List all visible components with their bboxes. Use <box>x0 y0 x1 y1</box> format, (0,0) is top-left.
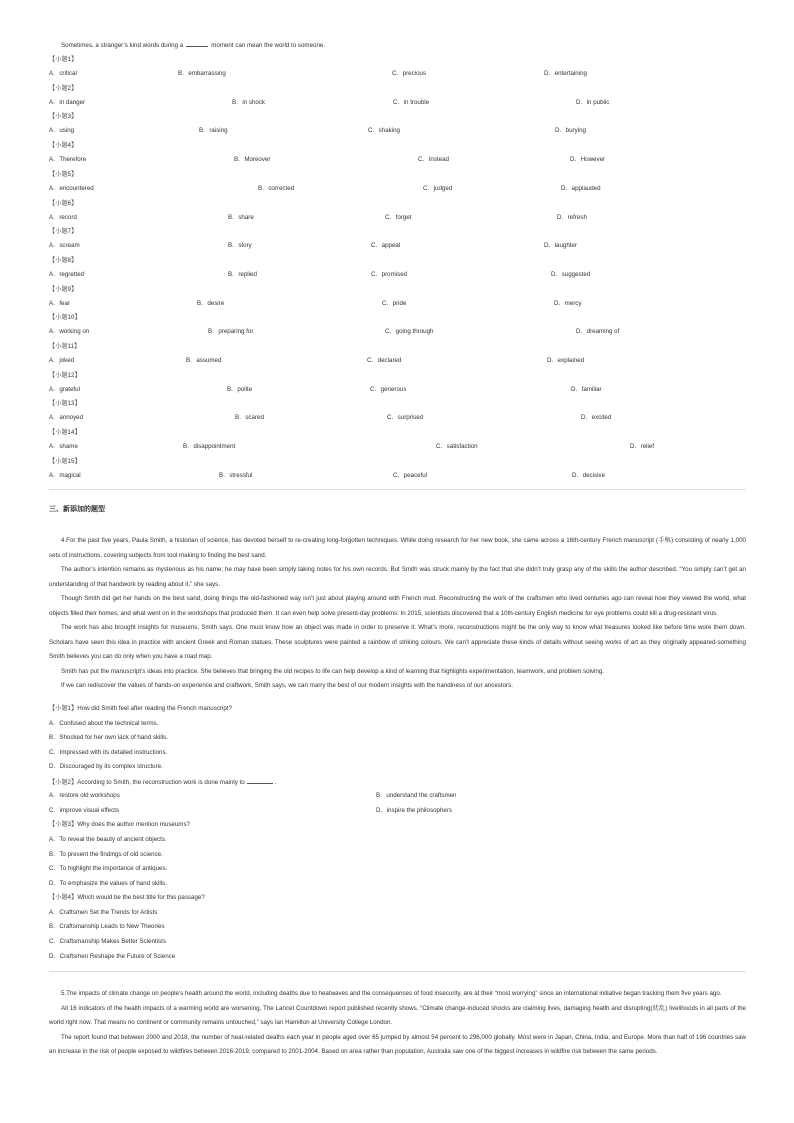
cloze-intro-prefix: Sometimes, a stranger’s kind words during a <box>61 42 184 49</box>
option: A．grateful <box>49 385 80 393</box>
option: D．suggested <box>551 270 591 278</box>
question-label: 【小题3】 <box>49 113 78 121</box>
question-label: 【小题12】 <box>49 371 81 379</box>
option: C．shaking <box>368 127 400 135</box>
question-label: 【小题5】 <box>49 170 78 178</box>
option: A．scream <box>49 242 80 250</box>
option: C．surprised <box>387 414 424 422</box>
option: D．entertaining <box>544 70 587 77</box>
paragraph: All 16 indicators of the health impacts of a warming world are worsening, The Lancet Countdown report published recently shows. “Climate change-induced shocks are claiming lives, damaging health and disrupting(扰乱) livelihoods in all parts of the world right now. That means no continent or community remains untouched,” says Ian Hamilton at University College London. <box>49 1004 746 1026</box>
option: A．working on <box>49 328 90 336</box>
paragraph: The report found that between 2000 and 2018, the number of heat-related deaths each year in people aged over 65 jumped by almost 54 percent to 296,000 globally. Most were in Japan, China, India, and Europe. More than half of 196 countries saw an increase in the risk of people exposed to wildfires between 2016-2019, compared to 2001-2004. Based on area rather than population, Australia saw one of the biggest increases in wildfire risk between the same periods. <box>49 1033 746 1055</box>
passage-5 <box>49 987 746 1060</box>
question-label: 【小题9】 <box>49 285 78 293</box>
option: A．in danger <box>49 98 86 106</box>
option: B．polite <box>227 385 253 393</box>
option: D．laughter <box>544 242 578 250</box>
option: B．assumed <box>186 357 222 364</box>
option: D．in public <box>576 98 610 106</box>
option: D．Craftsmen Reshape the Future of Science <box>49 953 176 960</box>
option: B．raising <box>199 127 228 135</box>
option: B．stressful <box>219 471 253 479</box>
question-label: 【小题4】 <box>49 142 78 150</box>
option: A．Confused about the technical terms. <box>49 720 159 727</box>
question-label: 【小题6】 <box>49 199 78 207</box>
answer-blank <box>186 41 208 47</box>
paragraph: The author’s intention remains as mysterious as his name; he may have been simply taking notes for his own records. But Smith was struck mainly by the fact that she didn’t truly grasp any of the skills the author described. “You simply can’t get an understanding of that handwork by reading about it,” she says. <box>49 566 746 588</box>
question-label: 【小题2】 <box>49 84 78 92</box>
option: C．generous <box>370 385 407 393</box>
option: C．precious <box>392 70 427 77</box>
option: A．To reveal the beauty of ancient objects. <box>49 836 167 843</box>
option: A．regretted <box>49 270 85 278</box>
option: B．desire <box>197 299 225 307</box>
question-label: 【小题7】 <box>49 228 78 236</box>
question-label: 【小题15】 <box>49 457 81 465</box>
option: A．using <box>49 127 75 135</box>
question-label: 【小题14】 <box>49 429 81 437</box>
option: C．improve visual effects <box>49 807 120 814</box>
option: D．excited <box>581 414 612 422</box>
question-stem: 【小题4】Which would be the best title for this passage? <box>49 894 205 901</box>
cloze-intro <box>61 41 325 50</box>
option: A．restore old workshops <box>49 792 120 799</box>
option: D．relief <box>630 443 655 451</box>
option: A．Therefore <box>49 156 87 164</box>
option: C．Instead <box>418 156 449 164</box>
question-stem: 【小题3】Why does the author mention museums? <box>49 821 190 828</box>
option: D．Discouraged by its complex structure. <box>49 763 163 770</box>
question-stem: 【小题1】How did Smith feel after reading the French manuscript? <box>49 705 232 712</box>
option: B．scared <box>235 414 264 422</box>
option: A．critical <box>49 70 77 77</box>
question-stem-suffix: . <box>274 779 277 786</box>
option: A．shame <box>49 443 78 451</box>
option: C．satisfaction <box>436 443 478 451</box>
option: D．explained <box>547 357 585 364</box>
paragraph: The work has also brought insights for museums, Smith says. One must know how an object was made in order to preserve it. What’s more, reconstructions might be the only way to know what treasures looked like before time wore them down. Scholars have seen this idea in practice with ancient Greek and Roman statues. These sculptures were painted a rainbow of striking colours. We can’t appreciate these kinds of details without seeing works of art as they originally appeared-something Smith believes you can do only when you have a road map. <box>49 624 746 660</box>
option: B．preparing for <box>208 328 254 336</box>
option: D．mercy <box>554 299 582 307</box>
question-label: 【小题11】 <box>49 343 81 350</box>
option: D．decisive <box>572 471 606 479</box>
option: C．judged <box>423 184 453 192</box>
option: B．Shocked for her own lack of hand skills. <box>49 734 168 741</box>
option: D．burying <box>555 127 586 135</box>
option: B．corrected <box>258 184 295 192</box>
option: A．Craftsmen Set the Trends for Artists <box>49 909 158 916</box>
option: D．familiar <box>571 385 602 393</box>
option: C．peaceful <box>393 471 428 479</box>
option: C．appeal <box>371 242 401 250</box>
paragraph: If we can rediscover the values of hands-on experience and craftwork, Smith says, we can marry the best of our modern insights with the handiness of our ancestors. <box>61 682 513 689</box>
option: C．To highlight the importance of antiques. <box>49 865 168 872</box>
option: C．Impressed with its detailed instructions. <box>49 749 168 756</box>
question-label: 【小题1】 <box>49 56 78 63</box>
paragraph: 5.The impacts of climate change on people’s health around the world, including deaths due to heatwaves and the consequences of food insecurity, are at their “most worrying” since an international initiative began tracking them five years ago. <box>61 990 722 997</box>
paragraph: Smith has put the manuscript’s ideas into practice. She believes that bringing the old recipes to life can help develop a kind of learning that highlights experimentation, teamwork, and problem solving. <box>61 667 604 675</box>
option: B．Craftsmanship Leads to New Theories <box>49 923 165 930</box>
question-stem <box>49 778 276 787</box>
divider <box>49 971 746 972</box>
option: C．declared <box>367 357 402 364</box>
option: B．embarrassing <box>178 70 226 77</box>
option: B．Moreover <box>234 156 271 164</box>
answer-blank <box>247 778 273 784</box>
question-stem-prefix: 【小题2】According to Smith, the reconstruction work is done mainly to <box>49 779 245 786</box>
option: A．annoyed <box>49 414 84 422</box>
option: D．However <box>570 156 606 164</box>
option: D．dreaming of <box>576 328 620 336</box>
option: C．Craftsmanship Makes Better Scientists <box>49 938 166 945</box>
question-label: 【小题8】 <box>49 256 78 264</box>
option: C．in trouble <box>393 98 430 106</box>
section-title: 三、新添加的题型 <box>49 504 105 513</box>
option: D．refresh <box>557 213 587 221</box>
option: B．share <box>228 213 254 221</box>
option: D．To emphasize the values of hand skills. <box>49 880 167 887</box>
option: B．replied <box>228 270 257 278</box>
option: B．story <box>228 242 252 250</box>
divider <box>49 489 746 490</box>
option: C．forget <box>385 213 412 221</box>
option: A．record <box>49 213 77 221</box>
option: A．magical <box>49 471 81 479</box>
option: B．in shock <box>232 98 266 106</box>
option: B．disappointment <box>183 443 236 451</box>
question-label: 【小题10】 <box>49 314 81 322</box>
option: C．pride <box>382 299 407 307</box>
option: D．inspire the philosophers <box>376 807 453 814</box>
paragraph: 4.For the past five years, Paula Smith, a historian of science, has devoted herself to re-creating long-forgotten techniques. While doing research for her new book, she came across a 16th-century French manuscript (手稿) consisting of nearly 1,000 sets of instructions, covering subjects from tool making to finding the best sand. <box>49 537 746 559</box>
cloze-intro-suffix: moment can mean the world to someone. <box>211 42 326 49</box>
option: B．understand the craftsmen <box>376 792 457 799</box>
option: B．To present the findings of old science. <box>49 851 163 858</box>
passage-4 <box>49 534 746 694</box>
option: A．joked <box>49 357 75 364</box>
option: A．encountered <box>49 184 94 192</box>
option: D．applauded <box>561 184 601 192</box>
option: A．fear <box>49 299 70 307</box>
paragraph: Though Smith did get her hands on the best sand, doing things the old-fashioned way isn’t just about playing around with French mud. Reconstructing the work of the craftsmen who lived centuries ago can reveal how they viewed the world, what objects filled their homes, and what went on in the workshops that produced them. It can even help solve present-day problems: In 2015, scientists discovered that a 10th-century English medicine for eye problems could kill a drug-resistant virus. <box>49 595 746 617</box>
option: C．going through <box>385 328 434 336</box>
option: C．promised <box>371 270 408 278</box>
question-label: 【小题13】 <box>49 400 81 408</box>
